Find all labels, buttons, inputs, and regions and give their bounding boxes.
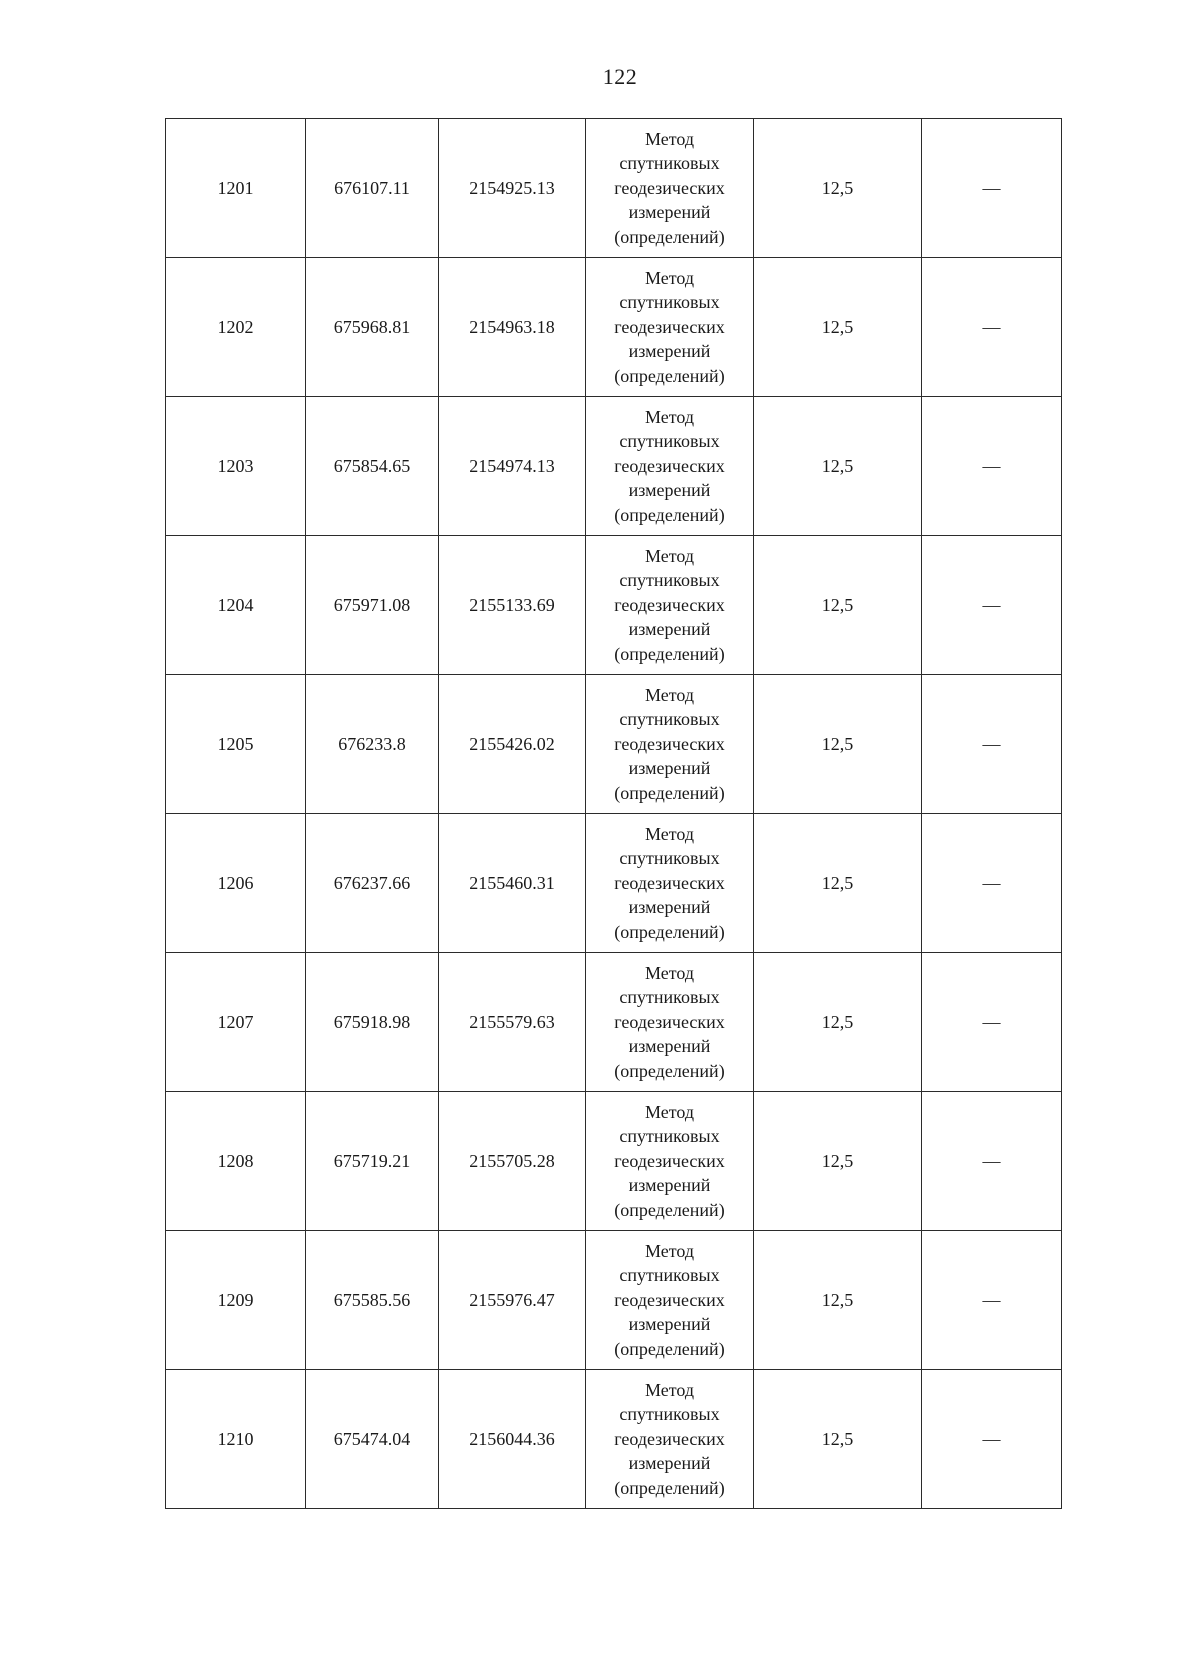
table-row: [166, 397, 1062, 536]
note-cell: —: [922, 258, 1062, 397]
x-coordinate-cell: 675719.21: [306, 1092, 439, 1231]
method-line: (определений): [614, 504, 725, 525]
method-line: геодезических: [614, 177, 725, 198]
method-line: Метод: [644, 684, 695, 705]
method-cell: [586, 675, 754, 814]
method-line: спутниковых: [619, 292, 720, 313]
point-number-cell: 1210: [166, 1370, 306, 1509]
x-coordinate-cell: 675474.04: [306, 1370, 439, 1509]
x-coordinate-cell: 675854.65: [306, 397, 439, 536]
point-number-cell: 1207: [166, 953, 306, 1092]
method-line: спутниковых: [619, 1126, 720, 1147]
point-number-cell: 1204: [166, 536, 306, 675]
method-line: спутниковых: [619, 1404, 720, 1425]
method-line: спутниковых: [619, 570, 720, 591]
table-row: [166, 1231, 1062, 1370]
method-line: геодезических: [614, 1428, 725, 1449]
table-row: [166, 258, 1062, 397]
x-coordinate-cell: 675968.81: [306, 258, 439, 397]
accuracy-cell: 12,5: [754, 536, 922, 675]
method-line: геодезических: [614, 872, 725, 893]
accuracy-cell: 12,5: [754, 258, 922, 397]
method-line: геодезических: [614, 1150, 725, 1171]
method-line: геодезических: [614, 594, 725, 615]
y-coordinate-cell: 2154925.13: [439, 119, 586, 258]
x-coordinate-cell: 675971.08: [306, 536, 439, 675]
note-cell: —: [922, 1092, 1062, 1231]
method-cell: [586, 397, 754, 536]
accuracy-cell: 12,5: [754, 397, 922, 536]
note-cell: —: [922, 119, 1062, 258]
method-line: измерений: [628, 897, 711, 918]
accuracy-cell: 12,5: [754, 814, 922, 953]
y-coordinate-cell: 2155460.31: [439, 814, 586, 953]
table-row: [166, 119, 1062, 258]
x-coordinate-cell: 675918.98: [306, 953, 439, 1092]
note-cell: —: [922, 1231, 1062, 1370]
method-line: Метод: [644, 1240, 695, 1261]
method-line: спутниковых: [619, 431, 720, 452]
table-row: [166, 1370, 1062, 1509]
method-line: спутниковых: [619, 153, 720, 174]
method-line: Метод: [644, 823, 695, 844]
y-coordinate-cell: 2154974.13: [439, 397, 586, 536]
point-number-cell: 1208: [166, 1092, 306, 1231]
y-coordinate-cell: 2155426.02: [439, 675, 586, 814]
method-cell: [586, 814, 754, 953]
accuracy-cell: 12,5: [754, 1092, 922, 1231]
method-line: Метод: [644, 1101, 695, 1122]
method-line: измерений: [628, 480, 711, 501]
y-coordinate-cell: 2156044.36: [439, 1370, 586, 1509]
point-number-cell: 1201: [166, 119, 306, 258]
method-line: измерений: [628, 758, 711, 779]
note-cell: —: [922, 536, 1062, 675]
method-line: измерений: [628, 1036, 711, 1057]
method-line: Метод: [644, 267, 695, 288]
x-coordinate-cell: 676233.8: [306, 675, 439, 814]
x-coordinate-cell: 675585.56: [306, 1231, 439, 1370]
point-number-cell: 1209: [166, 1231, 306, 1370]
accuracy-cell: 12,5: [754, 1231, 922, 1370]
method-cell: [586, 953, 754, 1092]
y-coordinate-cell: 2155976.47: [439, 1231, 586, 1370]
y-coordinate-cell: 2155705.28: [439, 1092, 586, 1231]
method-cell: [586, 1370, 754, 1509]
method-cell: [586, 536, 754, 675]
method-line: геодезических: [614, 1011, 725, 1032]
method-line: спутниковых: [619, 987, 720, 1008]
note-cell: —: [922, 953, 1062, 1092]
y-coordinate-cell: 2155579.63: [439, 953, 586, 1092]
method-line: (определений): [614, 365, 725, 386]
method-line: измерений: [628, 1453, 711, 1474]
method-line: геодезических: [614, 455, 725, 476]
page-number: 122: [602, 64, 638, 89]
method-line: (определений): [614, 226, 725, 247]
note-cell: —: [922, 675, 1062, 814]
point-number-cell: 1206: [166, 814, 306, 953]
y-coordinate-cell: 2154963.18: [439, 258, 586, 397]
method-line: (определений): [614, 1060, 725, 1081]
method-line: (определений): [614, 921, 725, 942]
method-line: (определений): [614, 1338, 725, 1359]
table-body: [166, 119, 1062, 1509]
y-coordinate-cell: 2155133.69: [439, 536, 586, 675]
method-line: Метод: [644, 1379, 695, 1400]
method-line: спутниковых: [619, 1265, 720, 1286]
method-line: геодезических: [614, 316, 725, 337]
table-row: [166, 536, 1062, 675]
point-number-cell: 1203: [166, 397, 306, 536]
x-coordinate-cell: 676107.11: [306, 119, 439, 258]
method-line: (определений): [614, 1477, 725, 1498]
accuracy-cell: 12,5: [754, 953, 922, 1092]
method-cell: [586, 258, 754, 397]
method-line: Метод: [644, 128, 695, 149]
x-coordinate-cell: 676237.66: [306, 814, 439, 953]
method-cell: [586, 119, 754, 258]
method-line: измерений: [628, 1314, 711, 1335]
method-line: геодезических: [614, 1289, 725, 1310]
method-line: измерений: [628, 341, 711, 362]
method-line: измерений: [628, 202, 711, 223]
method-line: спутниковых: [619, 709, 720, 730]
method-line: (определений): [614, 643, 725, 664]
method-line: спутниковых: [619, 848, 720, 869]
note-cell: —: [922, 814, 1062, 953]
accuracy-cell: 12,5: [754, 675, 922, 814]
note-cell: —: [922, 1370, 1062, 1509]
method-cell: [586, 1092, 754, 1231]
method-line: Метод: [644, 406, 695, 427]
table-row: [166, 1092, 1062, 1231]
table-row: [166, 953, 1062, 1092]
coordinates-table: [165, 118, 1062, 1509]
method-cell: [586, 1231, 754, 1370]
point-number-cell: 1202: [166, 258, 306, 397]
note-cell: —: [922, 397, 1062, 536]
method-line: Метод: [644, 545, 695, 566]
point-number-cell: 1205: [166, 675, 306, 814]
method-line: (определений): [614, 1199, 725, 1220]
method-line: (определений): [614, 782, 725, 803]
accuracy-cell: 12,5: [754, 119, 922, 258]
accuracy-cell: 12,5: [754, 1370, 922, 1509]
table-row: [166, 814, 1062, 953]
method-line: геодезических: [614, 733, 725, 754]
table-row: [166, 675, 1062, 814]
method-line: измерений: [628, 1175, 711, 1196]
method-line: Метод: [644, 962, 695, 983]
method-line: измерений: [628, 619, 711, 640]
